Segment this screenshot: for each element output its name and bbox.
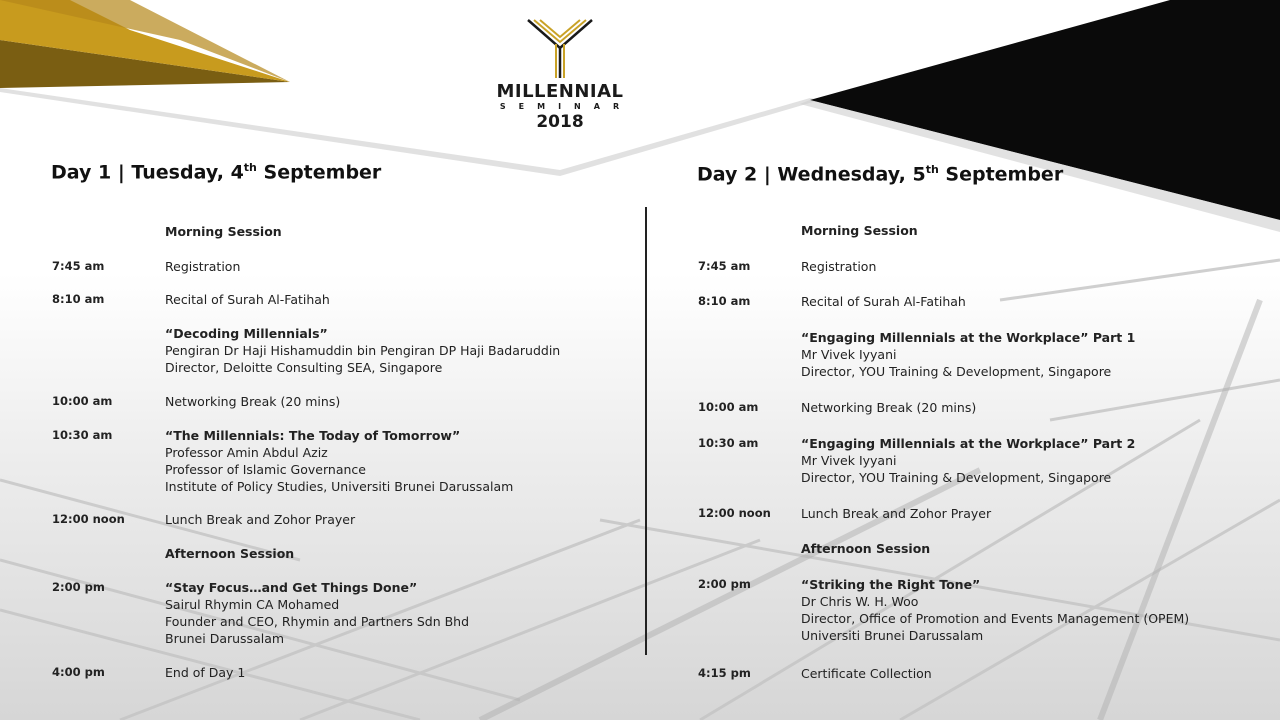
talk-title: “Engaging Millennials at the Workplace” Part 2 <box>801 436 1136 451</box>
day1-title <box>51 161 381 183</box>
detail-line: Certificate Collection <box>801 666 932 681</box>
day1-item-detail <box>165 258 240 275</box>
detail-line: Director, Office of Promotion and Events Management (OPEM) <box>801 611 1190 626</box>
detail-line: Director, YOU Training & Development, Singapore <box>801 364 1112 379</box>
day2-title-suffix: September <box>938 163 1064 186</box>
detail-line: Professor Amin Abdul Aziz <box>165 445 328 460</box>
day1-item-time: 2:00 pm <box>52 580 105 594</box>
day1-item-detail <box>165 579 469 647</box>
day2-morning-session-label: Morning Session <box>801 223 918 238</box>
detail-line: Sairul Rhymin CA Mohamed <box>165 597 340 612</box>
day1-item-time: 8:10 am <box>52 292 105 306</box>
detail-line: Founder and CEO, Rhymin and Partners Sdn Bhd <box>165 614 470 629</box>
talk-title: “Engaging Millennials at the Workplace” Part 1 <box>801 330 1136 345</box>
day2-title <box>697 163 1063 185</box>
day1-item-time: 7:45 am <box>52 259 105 273</box>
day1-item-detail <box>165 511 355 528</box>
detail-line: Networking Break (20 mins) <box>801 400 977 415</box>
detail-line: Recital of Surah Al-Fatihah <box>801 294 966 309</box>
detail-line: Professor of Islamic Governance <box>165 462 366 477</box>
talk-title: “Striking the Right Tone” <box>801 577 981 592</box>
day2-item-time: 10:30 am <box>698 436 759 450</box>
day1-title-prefix: Day 1 | Tuesday, 4 <box>51 161 244 184</box>
detail-line: Institute of Policy Studies, Universiti Brunei Darussalam <box>165 479 514 494</box>
talk-title: “Stay Focus…and Get Things Done” <box>165 580 418 595</box>
day2-item-time: 4:15 pm <box>698 666 751 680</box>
logo-title: MILLENNIAL <box>496 81 624 102</box>
detail-line: Lunch Break and Zohor Prayer <box>165 512 356 527</box>
detail-line: Universiti Brunei Darussalam <box>801 628 984 643</box>
detail-line: Registration <box>165 259 241 274</box>
logo-subtitle: SEMINAR <box>499 102 633 111</box>
day1-item-time: 10:00 am <box>52 394 113 408</box>
day1-item-detail <box>165 393 340 410</box>
detail-line: Registration <box>801 259 877 274</box>
talk-title: “The Millennials: The Today of Tomorrow” <box>165 428 461 443</box>
day2-item-detail <box>801 399 976 416</box>
day2-item-detail <box>801 435 1135 486</box>
detail-line: Lunch Break and Zohor Prayer <box>801 506 992 521</box>
detail-line: Brunei Darussalam <box>165 631 285 646</box>
day1-afternoon-session-label: Afternoon Session <box>165 546 295 561</box>
day2-item-detail <box>801 329 1135 380</box>
day2-item-time: 7:45 am <box>698 259 751 273</box>
day1-item-detail <box>165 325 560 376</box>
day1-morning-session-label: Morning Session <box>165 224 282 239</box>
detail-line: Networking Break (20 mins) <box>165 394 341 409</box>
event-logo <box>480 14 640 144</box>
detail-line: Dr Chris W. H. Woo <box>801 594 919 609</box>
day1-item-time: 12:00 noon <box>52 512 125 526</box>
column-divider <box>645 207 647 655</box>
day1-item-time: 10:30 am <box>52 428 113 442</box>
day2-title-prefix: Day 2 | Wednesday, 5 <box>697 163 926 186</box>
day2-title-sup: th <box>925 163 939 176</box>
day1-title-sup: th <box>243 161 257 174</box>
day2-item-time: 8:10 am <box>698 294 751 308</box>
day1-item-detail <box>165 291 330 308</box>
day2-item-time: 12:00 noon <box>698 506 771 520</box>
day1-item-time: 4:00 pm <box>52 665 105 679</box>
detail-line: Director, YOU Training & Development, Singapore <box>801 470 1112 485</box>
detail-line: Mr Vivek Iyyani <box>801 347 897 362</box>
detail-line: Mr Vivek Iyyani <box>801 453 897 468</box>
day2-item-detail <box>801 293 966 310</box>
day2-afternoon-session-label: Afternoon Session <box>801 541 931 556</box>
detail-line: Pengiran Dr Haji Hishamuddin bin Pengiran DP Haji Badaruddin <box>165 343 561 358</box>
talk-title: “Decoding Millennials” <box>165 326 328 341</box>
logo-year: 2018 <box>536 112 584 132</box>
detail-line: Recital of Surah Al-Fatihah <box>165 292 330 307</box>
day1-item-detail <box>165 664 245 681</box>
day2-item-detail <box>801 505 991 522</box>
detail-line: End of Day 1 <box>165 665 246 680</box>
millennial-y-emblem-icon <box>525 14 595 78</box>
day1-item-detail <box>165 427 513 495</box>
day2-item-time: 10:00 am <box>698 400 759 414</box>
day2-item-detail <box>801 665 932 682</box>
day1-title-suffix: September <box>256 161 382 184</box>
day2-item-detail <box>801 576 1189 644</box>
detail-line: Director, Deloitte Consulting SEA, Singapore <box>165 360 443 375</box>
day2-item-time: 2:00 pm <box>698 577 751 591</box>
day2-item-detail <box>801 258 876 275</box>
